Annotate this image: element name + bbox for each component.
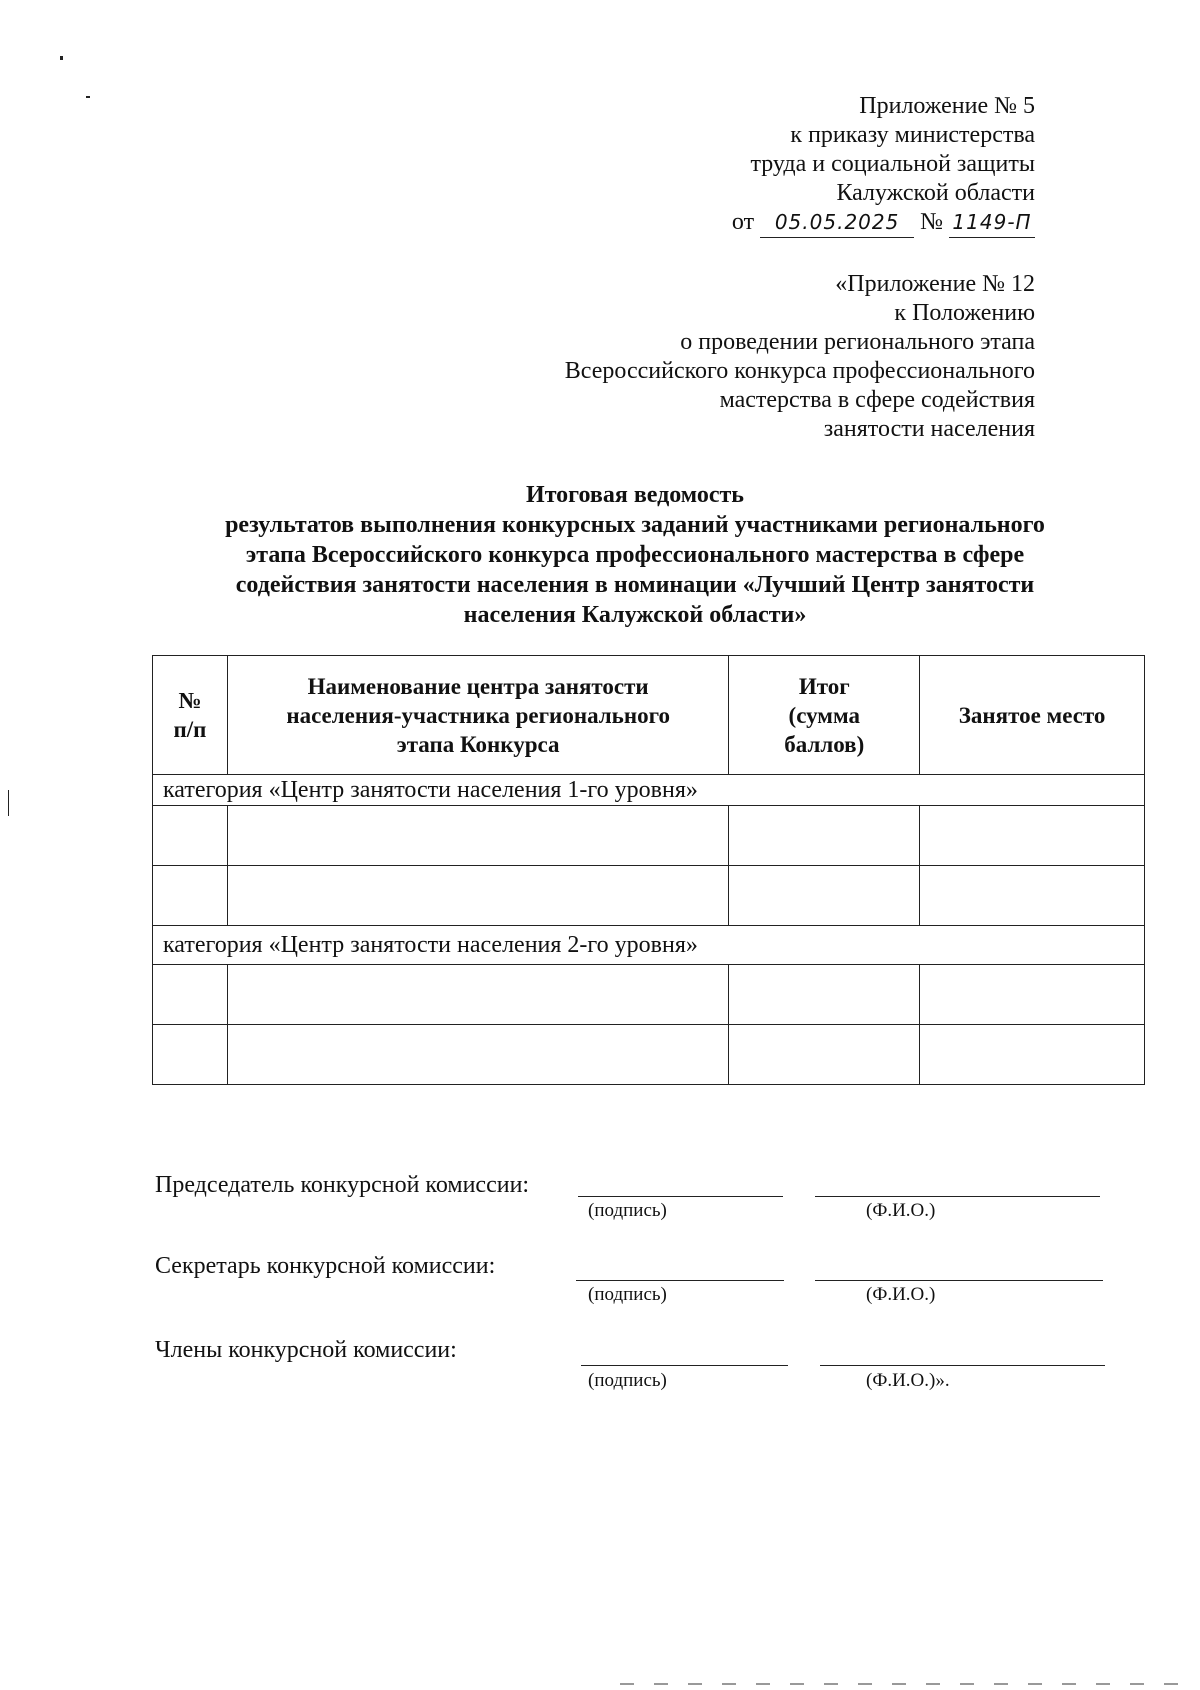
appendix-12-header [565,270,1035,444]
category-row [153,775,1145,806]
table-cell[interactable] [729,806,920,866]
results-table [152,655,1145,1085]
appendix-12-line: к Положению [894,300,1035,326]
table-cell[interactable] [920,806,1145,866]
document-title-line: Итоговая ведомость [526,482,744,508]
table-cell[interactable] [153,1025,228,1085]
scan-speck [86,96,90,98]
category-label: категория «Центр занятости населения 1-го уровня» [153,775,1145,806]
document-title-line: результатов выполнения конкурсных заданий участниками регионального [225,512,1045,538]
table-cell[interactable] [920,866,1145,926]
table-cell[interactable] [153,965,228,1025]
name-caption-final: (Ф.И.О.)». [866,1370,950,1391]
table-cell[interactable] [227,965,728,1025]
order-number: 1149-П [949,208,1035,238]
column-header-total: Итог (сумма баллов) [729,656,920,775]
table-cell[interactable] [729,866,920,926]
members-name-line[interactable] [820,1365,1105,1366]
scan-artifact-line [620,1683,1180,1685]
table-cell[interactable] [227,806,728,866]
table-row [153,866,1145,926]
number-prefix: № [920,209,943,235]
members-label: Члены конкурсной комиссии: [155,1337,457,1363]
table-header-row [153,656,1145,775]
document-title [130,480,1140,630]
appendix-12-line: мастерства в сфере содействия [719,387,1035,413]
signature-caption: (подпись) [588,1370,667,1391]
appendix-5-line: труда и социальной защиты [750,151,1035,177]
category-row [153,926,1145,965]
members-signature-line[interactable] [581,1365,788,1366]
table-cell[interactable] [227,866,728,926]
scan-speck [60,56,63,60]
column-header-name: Наименование центра занятости населения-участника регионального этапа Конкурса [227,656,728,775]
secretary-signature-line[interactable] [576,1280,784,1281]
column-header-number: № п/п [153,656,228,775]
document-title-line: содействия занятости населения в номинации «Лучший Центр занятости [235,572,1035,598]
appendix-12-line: Всероссийского конкурса профессионального [564,358,1035,384]
table-row [153,806,1145,866]
appendix-5-line: Калужской области [836,180,1035,206]
appendix-12-line: о проведении регионального этапа [680,329,1035,355]
appendix-12-line: занятости населения [823,416,1035,442]
scan-speck [8,790,9,816]
appendix-5-title: Приложение № 5 [859,93,1035,119]
order-date: 05.05.2025 [760,208,914,238]
secretary-label: Секретарь конкурсной комиссии: [155,1253,496,1279]
chairman-name-line[interactable] [815,1196,1100,1197]
table-row [153,1025,1145,1085]
table-cell[interactable] [729,965,920,1025]
appendix-5-line: к приказу министерства [790,122,1035,148]
chairman-label: Председатель конкурсной комиссии: [155,1172,530,1198]
table-cell[interactable] [153,866,228,926]
order-date-number [732,208,1035,238]
secretary-name-line[interactable] [815,1280,1103,1281]
document-title-line: этапа Всероссийского конкурса профессионального мастерства в сфере [245,542,1025,568]
name-caption: (Ф.И.О.) [866,1284,936,1305]
category-label: категория «Центр занятости населения 2-го уровня» [153,926,1145,965]
table-cell[interactable] [153,806,228,866]
signature-caption: (подпись) [588,1200,667,1221]
chairman-signature-line[interactable] [578,1196,783,1197]
signature-caption: (подпись) [588,1284,667,1305]
table-cell[interactable] [227,1025,728,1085]
table-row [153,965,1145,1025]
appendix-5-header [732,92,1035,238]
name-caption: (Ф.И.О.) [866,1200,936,1221]
table-cell[interactable] [729,1025,920,1085]
document-title-line: населения Калужской области» [463,602,807,628]
date-prefix: от [731,209,755,235]
appendix-12-title: «Приложение № 12 [835,271,1035,297]
table-cell[interactable] [920,1025,1145,1085]
column-header-place: Занятое место [920,656,1145,775]
table-cell[interactable] [920,965,1145,1025]
